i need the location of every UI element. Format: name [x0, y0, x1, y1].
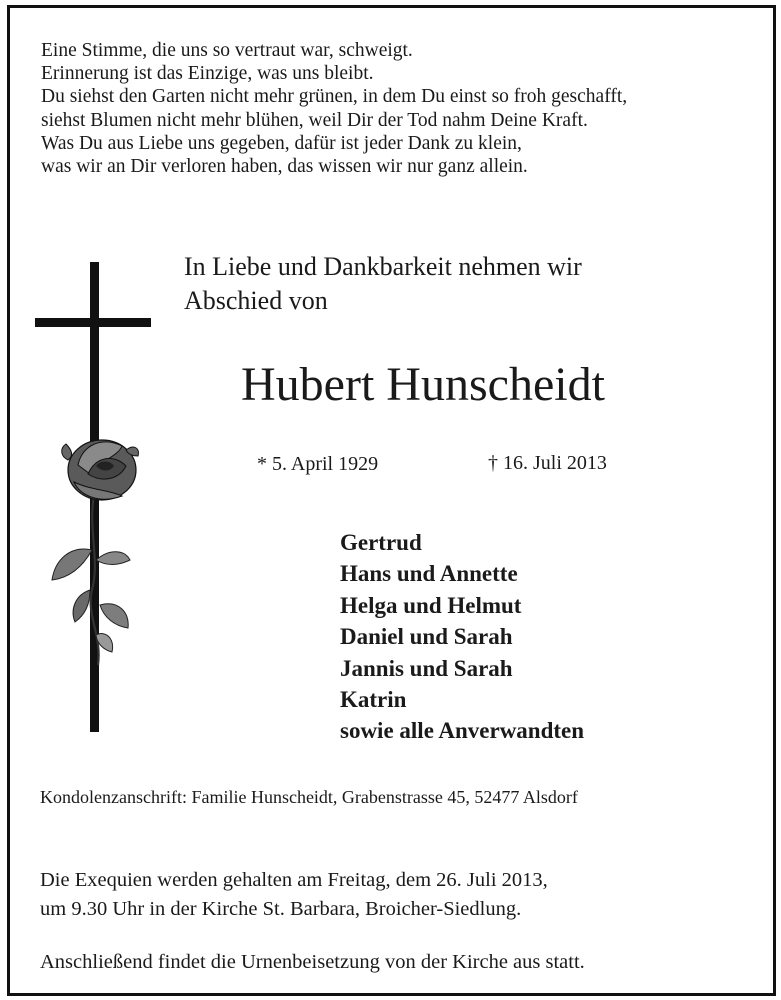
- intro-line: In Liebe und Dankbarkeit nehmen wir: [184, 252, 582, 281]
- cross-icon: [30, 260, 160, 740]
- burial-info: Anschließend findet die Urnenbeisetzung von der Kirche aus statt.: [40, 951, 585, 973]
- cross-with-rose: [30, 260, 160, 740]
- mourner: sowie alle Anverwandten: [340, 718, 585, 744]
- service-line: Die Exequien werden gehalten am Freitag, dem 26. Juli 2013,: [40, 869, 548, 891]
- poem-line: siehst Blumen nicht mehr blühen, weil Dir der Tod nahm Deine Kraft.: [41, 109, 588, 131]
- mourner: Helga und Helmut: [340, 592, 522, 618]
- mourners-list: [340, 527, 584, 747]
- poem-line: Du siehst den Garten nicht mehr grünen, in dem Du einst so froh geschafft,: [41, 86, 628, 108]
- mourner: Jannis und Sarah: [340, 655, 513, 681]
- poem: [41, 39, 627, 178]
- deceased-name: Hubert Hunscheidt: [241, 358, 605, 411]
- poem-line: Eine Stimme, die uns so vertraut war, schweigt.: [41, 40, 413, 61]
- intro-text: [184, 250, 582, 318]
- poem-line: Erinnerung ist das Einzige, was uns bleibt.: [41, 63, 374, 85]
- mourner: Gertrud: [340, 530, 422, 555]
- condolence-address: Kondolenzanschrift: Familie Hunscheidt, Grabenstrasse 45, 52477 Alsdorf: [40, 787, 578, 807]
- poem-line: was wir an Dir verloren haben, das wissen wir nur ganz allein.: [41, 156, 528, 178]
- mourner: Daniel und Sarah: [340, 624, 513, 650]
- service-line: um 9.30 Uhr in der Kirche St. Barbara, Broicher-Siedlung.: [40, 897, 522, 920]
- birth-date: * 5. April 1929: [257, 453, 379, 475]
- mourner: Katrin: [340, 687, 407, 713]
- death-date: † 16. Juli 2013: [488, 452, 607, 474]
- poem-line: Was Du aus Liebe uns gegeben, dafür ist jeder Dank zu klein,: [41, 132, 522, 154]
- mourner: Hans und Annette: [340, 561, 518, 587]
- service-info: [40, 866, 548, 923]
- intro-line: Abschied von: [184, 286, 328, 315]
